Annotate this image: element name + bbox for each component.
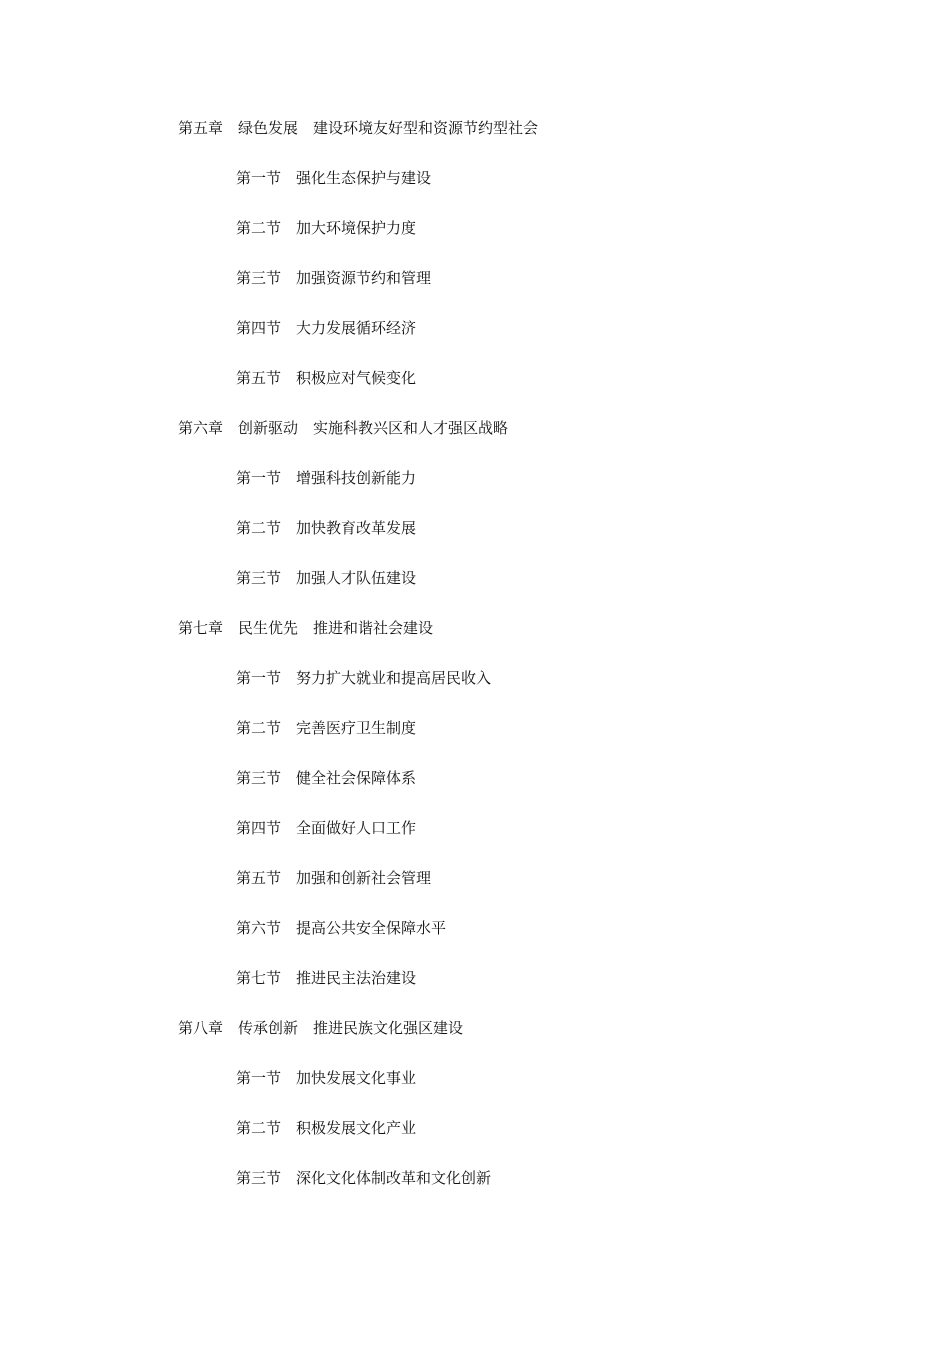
- toc-number: 第五节: [236, 869, 282, 887]
- toc-number: 第八章: [178, 1019, 224, 1037]
- toc-title: 提高公共安全保障水平: [296, 919, 447, 937]
- toc-title: 推进民主法治建设: [296, 969, 417, 987]
- toc-number: 第三节: [236, 769, 282, 787]
- toc-number: 第三节: [236, 1169, 282, 1187]
- toc-number: 第二节: [236, 719, 282, 737]
- toc-section: [0, 867, 950, 917]
- toc-section: [0, 217, 950, 267]
- toc-title: 全面做好人口工作: [296, 819, 417, 837]
- toc-chapter: [0, 617, 950, 667]
- toc-title: 加强和创新社会管理: [296, 869, 432, 887]
- toc-section: [0, 267, 950, 317]
- toc-section: [0, 317, 950, 367]
- toc-title: 努力扩大就业和提高居民收入: [296, 669, 492, 687]
- toc-number: 第一节: [236, 669, 282, 687]
- toc-title: 完善医疗卫生制度: [296, 719, 417, 737]
- toc-section: [0, 517, 950, 567]
- toc-title: 民生优先 推进和谐社会建设: [238, 619, 434, 637]
- toc-chapter: [0, 117, 950, 167]
- toc-title: 传承创新 推进民族文化强区建设: [238, 1019, 464, 1037]
- toc-number: 第一节: [236, 1069, 282, 1087]
- toc-number: 第七节: [236, 969, 282, 987]
- toc-title: 积极发展文化产业: [296, 1119, 417, 1137]
- toc-title: 深化文化体制改革和文化创新: [296, 1169, 492, 1187]
- toc-number: 第六节: [236, 919, 282, 937]
- toc-section: [0, 717, 950, 767]
- toc-number: 第三节: [236, 569, 282, 587]
- toc-section: [0, 917, 950, 967]
- toc-section: [0, 967, 950, 1017]
- toc-title: 加强人才队伍建设: [296, 569, 417, 587]
- toc-section: [0, 367, 950, 417]
- toc-number: 第二节: [236, 219, 282, 237]
- toc-section: [0, 1067, 950, 1117]
- toc-chapter: [0, 417, 950, 467]
- toc-title: 大力发展循环经济: [296, 319, 417, 337]
- toc-number: 第五节: [236, 369, 282, 387]
- toc-section: [0, 1167, 950, 1217]
- toc-section: [0, 667, 950, 717]
- toc-number: 第一节: [236, 469, 282, 487]
- toc-title: 加强资源节约和管理: [296, 269, 432, 287]
- toc-number: 第五章: [178, 119, 224, 137]
- toc-title: 创新驱动 实施科教兴区和人才强区战略: [238, 419, 509, 437]
- toc-title: 加快教育改革发展: [296, 519, 417, 537]
- toc-title: 加大环境保护力度: [296, 219, 417, 237]
- toc-number: 第二节: [236, 519, 282, 537]
- toc-title: 绿色发展 建设环境友好型和资源节约型社会: [238, 119, 539, 137]
- toc-section: [0, 167, 950, 217]
- toc-number: 第四节: [236, 319, 282, 337]
- table-of-contents: [0, 117, 950, 1217]
- toc-title: 积极应对气候变化: [296, 369, 417, 387]
- toc-number: 第六章: [178, 419, 224, 437]
- toc-section: [0, 567, 950, 617]
- toc-title: 增强科技创新能力: [296, 469, 417, 487]
- toc-section: [0, 1117, 950, 1167]
- toc-number: 第一节: [236, 169, 282, 187]
- toc-number: 第四节: [236, 819, 282, 837]
- toc-number: 第七章: [178, 619, 224, 637]
- toc-number: 第三节: [236, 269, 282, 287]
- toc-number: 第二节: [236, 1119, 282, 1137]
- toc-title: 健全社会保障体系: [296, 769, 417, 787]
- toc-chapter: [0, 1017, 950, 1067]
- toc-title: 强化生态保护与建设: [296, 169, 432, 187]
- toc-section: [0, 817, 950, 867]
- toc-title: 加快发展文化事业: [296, 1069, 417, 1087]
- toc-section: [0, 467, 950, 517]
- toc-section: [0, 767, 950, 817]
